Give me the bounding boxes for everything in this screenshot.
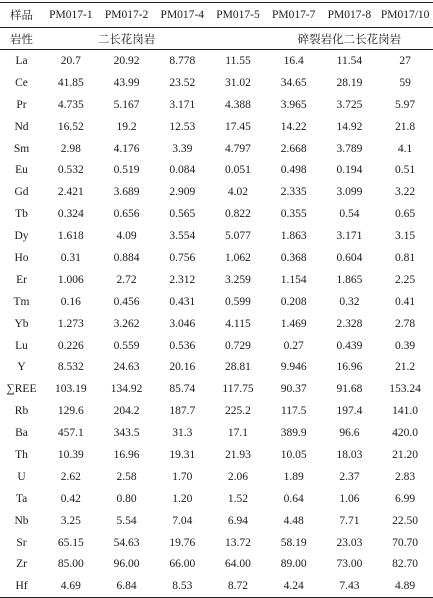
table-cell: 6.99	[395, 492, 416, 505]
table-cell: 18.03	[336, 448, 363, 461]
table-cell: 7.71	[339, 514, 360, 527]
table-cell: 31.02	[225, 76, 251, 89]
table-body	[0, 50, 433, 598]
table-cell: 4.176	[113, 142, 140, 155]
table-row	[0, 575, 433, 597]
table-cell: 10.39	[57, 448, 84, 461]
element-label: Ce	[15, 76, 28, 89]
table-cell: 96.00	[113, 558, 140, 571]
element-label: Th	[15, 448, 28, 461]
table-cell: 64.00	[225, 558, 251, 571]
table-cell: 0.81	[395, 251, 416, 264]
table-cell: 21.93	[225, 448, 251, 461]
table-cell: 225.2	[225, 405, 251, 418]
table-cell: 0.498	[280, 164, 307, 177]
table-cell: 0.565	[169, 208, 196, 221]
column-header: PM017-2	[99, 3, 155, 28]
table-cell: 1.154	[280, 273, 307, 286]
table-cell: 1.006	[57, 273, 84, 286]
table-cell: 5.167	[113, 98, 140, 111]
table-cell: 16.4	[283, 54, 304, 67]
table-cell: 3.259	[225, 273, 251, 286]
table-cell: 6.94	[227, 514, 249, 527]
table-row	[0, 50, 433, 72]
table-cell: 3.171	[169, 98, 196, 111]
lithology-left: 二长花岗岩	[43, 28, 210, 50]
table-cell: 4.02	[227, 186, 249, 199]
table-cell: 85.00	[57, 558, 84, 571]
table-row	[0, 203, 433, 225]
table-cell: 1.52	[227, 492, 249, 505]
table-cell: 12.53	[169, 120, 196, 133]
table-cell: 14.92	[336, 120, 363, 133]
table-cell: 21.2	[395, 361, 416, 374]
table-row	[0, 532, 433, 554]
table-cell: 11.55	[225, 54, 251, 67]
table-cell: 1.469	[280, 317, 307, 330]
element-label: Tm	[13, 295, 30, 308]
table-cell: 0.41	[395, 295, 416, 308]
table-row	[0, 356, 433, 378]
table-cell: 16.96	[336, 361, 363, 374]
table-row	[0, 313, 433, 335]
column-header: PM017-7	[266, 3, 322, 28]
table-cell: 70.70	[392, 536, 419, 549]
table-row	[0, 138, 433, 160]
table-cell: 1.865	[336, 273, 363, 286]
table-cell: 3.965	[280, 98, 307, 111]
table-cell: 0.31	[60, 251, 81, 264]
table-cell: 0.051	[225, 164, 251, 177]
table-cell: 0.599	[225, 295, 251, 308]
table-cell: 7.04	[172, 514, 193, 527]
table-cell: 5.54	[116, 514, 137, 527]
table-cell: 1.273	[57, 317, 84, 330]
element-label: Nb	[14, 514, 29, 527]
table-cell: 3.725	[336, 98, 363, 111]
table-cell: 0.822	[225, 208, 251, 221]
table-cell: 420.0	[392, 427, 419, 440]
table-cell: 22.50	[392, 514, 419, 527]
column-header: PM017-4	[154, 3, 210, 28]
table-cell: 1.618	[57, 230, 84, 243]
table-cell: 3.15	[395, 230, 416, 243]
header-row-samples	[0, 3, 433, 28]
table-row	[0, 488, 433, 510]
table-cell: 3.262	[113, 317, 140, 330]
table-row	[0, 225, 433, 247]
table-cell: 3.171	[336, 230, 363, 243]
element-label: Yb	[14, 317, 29, 330]
table-cell: 4.388	[225, 98, 251, 111]
element-label: Zr	[16, 558, 27, 571]
element-label: Dy	[14, 230, 29, 243]
table-cell: 0.16	[60, 295, 81, 308]
table-cell: 2.58	[116, 470, 137, 483]
table-cell: 3.25	[60, 514, 81, 527]
table-row	[0, 510, 433, 532]
table-cell: 34.65	[280, 76, 307, 89]
table-cell: 117.75	[222, 383, 254, 396]
table-cell: 13.72	[225, 536, 251, 549]
table-cell: 65.15	[57, 536, 84, 549]
table-cell: 27	[399, 54, 411, 67]
table-cell: 0.729	[225, 339, 251, 352]
table-cell: 0.431	[169, 295, 196, 308]
table-row	[0, 444, 433, 466]
table-cell: 1.20	[172, 492, 193, 505]
table-row	[0, 269, 433, 291]
column-header: PM017-8	[322, 3, 378, 28]
table-cell: 1.89	[283, 470, 304, 483]
table-cell: 20.92	[113, 54, 140, 67]
table-cell: 24.63	[113, 361, 140, 374]
table-cell: 0.32	[339, 295, 360, 308]
table-cell: 9.946	[280, 361, 307, 374]
element-label: Rb	[14, 405, 29, 418]
table-cell: 0.604	[336, 251, 363, 264]
table-cell: 2.37	[339, 470, 360, 483]
table-cell: 0.456	[113, 295, 140, 308]
table-cell: 43.99	[113, 76, 140, 89]
element-label: Gd	[14, 186, 29, 199]
element-label: ∑REE	[6, 383, 37, 396]
table-cell: 23.52	[169, 76, 196, 89]
element-label: Hf	[0, 575, 43, 597]
table-row	[0, 247, 433, 269]
table-row	[0, 291, 433, 313]
table-row	[0, 181, 433, 203]
lithology-label: 岩性	[0, 28, 43, 50]
table-cell: 0.64	[283, 492, 304, 505]
table-cell: 0.368	[280, 251, 307, 264]
table-row	[0, 94, 433, 116]
table-cell: 1.06	[339, 492, 360, 505]
table-cell: 0.39	[395, 339, 416, 352]
table-cell: 103.19	[55, 383, 87, 396]
table-cell: 0.559	[113, 339, 140, 352]
table-cell: 4.09	[116, 230, 137, 243]
table-cell: 4.69	[43, 575, 99, 597]
table-cell: 2.78	[395, 317, 416, 330]
table-row	[0, 335, 433, 357]
element-label: U	[17, 470, 26, 483]
column-header: PM017-1	[43, 3, 99, 28]
table-cell: 197.4	[336, 405, 363, 418]
table-cell: 0.27	[283, 339, 304, 352]
element-label: Lu	[15, 339, 28, 352]
table-cell: 16.96	[113, 448, 140, 461]
table-row	[0, 466, 433, 488]
element-label: Sr	[16, 536, 27, 549]
table-cell: 90.37	[280, 383, 307, 396]
table-cell: 0.439	[336, 339, 363, 352]
table-cell: 2.83	[395, 470, 416, 483]
table-cell: 3.689	[113, 186, 140, 199]
element-label: Y	[17, 361, 26, 374]
table-cell: 85.74	[169, 383, 196, 396]
table-cell: 0.519	[113, 164, 140, 177]
corner-label: 样品	[0, 3, 43, 28]
table-cell: 4.89	[377, 575, 433, 597]
table-cell: 8.532	[57, 361, 84, 374]
column-header: PM017-5	[210, 3, 266, 28]
table-cell: 17.45	[225, 120, 251, 133]
table-cell: 204.2	[113, 405, 140, 418]
table-cell: 343.5	[113, 427, 140, 440]
table-cell: 1.863	[280, 230, 307, 243]
table-cell: 91.68	[336, 383, 363, 396]
table-cell: 1.062	[225, 251, 251, 264]
element-label: Ba	[15, 427, 28, 440]
table-cell: 2.668	[280, 142, 307, 155]
element-label: Nd	[14, 120, 29, 133]
table-cell: 31.3	[172, 427, 193, 440]
table-cell: 6.84	[99, 575, 155, 597]
element-label: Sm	[13, 142, 30, 155]
table-cell: 4.1	[397, 142, 413, 155]
table-cell: 19.2	[116, 120, 137, 133]
table-cell: 0.656	[113, 208, 140, 221]
table-cell: 21.8	[395, 120, 416, 133]
element-label: Tb	[15, 208, 28, 221]
table-cell: 0.536	[169, 339, 196, 352]
table-cell: 66.00	[169, 558, 196, 571]
table-cell: 17.1	[227, 427, 249, 440]
table-cell: 2.335	[280, 186, 307, 199]
table-cell: 389.9	[280, 427, 307, 440]
table-row	[0, 116, 433, 138]
table-cell: 141.0	[392, 405, 419, 418]
table-cell: 96.6	[339, 427, 360, 440]
table-cell: 457.1	[57, 427, 84, 440]
table-cell: 5.077	[225, 230, 251, 243]
table-cell: 54.63	[113, 536, 140, 549]
table-cell: 2.06	[227, 470, 249, 483]
table-row	[0, 422, 433, 444]
table-cell: 82.70	[392, 558, 419, 571]
table-cell: 16.52	[57, 120, 84, 133]
table-cell: 5.97	[395, 98, 416, 111]
table-cell: 21.20	[392, 448, 419, 461]
table-cell: 1.70	[172, 470, 193, 483]
table-cell: 3.046	[169, 317, 196, 330]
table-cell: 0.324	[57, 208, 84, 221]
table-cell: 0.54	[339, 208, 360, 221]
table-cell: 2.25	[395, 273, 416, 286]
table-cell: 153.24	[389, 383, 421, 396]
table-cell: 3.789	[336, 142, 363, 155]
table-cell: 4.24	[266, 575, 322, 597]
table-cell: 2.909	[169, 186, 196, 199]
table-row	[0, 159, 433, 181]
table-cell: 4.797	[225, 142, 251, 155]
table-cell: 3.099	[336, 186, 363, 199]
table-cell: 8.72	[210, 575, 266, 597]
table-cell: 0.756	[169, 251, 196, 264]
lithology-right: 碎裂岩化二长花岗岩	[266, 28, 433, 50]
table-cell: 0.208	[280, 295, 307, 308]
table-cell: 2.72	[116, 273, 137, 286]
table-cell: 23.03	[336, 536, 363, 549]
element-label: Er	[16, 273, 27, 286]
table-cell: 0.884	[113, 251, 140, 264]
table-row	[0, 72, 433, 94]
element-label: Ta	[15, 492, 28, 505]
table-cell: 28.81	[225, 361, 251, 374]
table-cell: 3.39	[172, 142, 193, 155]
table-cell: 73.00	[336, 558, 363, 571]
table-cell: 0.532	[57, 164, 84, 177]
table-cell: 4.735	[57, 98, 84, 111]
table-cell: 0.084	[169, 164, 196, 177]
table-cell: 89.00	[280, 558, 307, 571]
table-cell: 7.43	[322, 575, 378, 597]
table-cell: 10.05	[280, 448, 307, 461]
table-cell: 0.51	[395, 164, 416, 177]
table-cell: 0.226	[57, 339, 84, 352]
table-cell: 0.355	[280, 208, 307, 221]
column-header: PM017/10	[377, 3, 433, 28]
table-cell: 117.5	[280, 405, 307, 418]
table-cell: 4.115	[225, 317, 251, 330]
table-cell: 134.92	[110, 383, 143, 396]
table-cell: 3.22	[395, 186, 416, 199]
table-cell: 2.98	[60, 142, 81, 155]
geochemistry-table	[0, 2, 433, 598]
table-cell: 2.312	[169, 273, 196, 286]
element-label: Ho	[14, 251, 29, 264]
element-label: La	[15, 54, 28, 67]
table-cell: 2.421	[57, 186, 84, 199]
element-label: Pr	[16, 98, 27, 111]
table-row	[0, 400, 433, 422]
table-cell: 28.19	[336, 76, 363, 89]
table-cell: 0.194	[336, 164, 363, 177]
table-cell: 41.85	[57, 76, 84, 89]
table-cell: 2.62	[60, 470, 81, 483]
table-cell: 8.778	[169, 54, 196, 67]
element-label: Eu	[15, 164, 28, 177]
header-row-lithology	[0, 28, 433, 50]
table-cell: 0.42	[60, 492, 81, 505]
table-cell: 14.22	[280, 120, 307, 133]
table-cell: 8.53	[154, 575, 210, 597]
table-cell: 187.7	[169, 405, 196, 418]
table-cell: 3.554	[169, 230, 196, 243]
table-cell: 19.31	[169, 448, 196, 461]
table-cell: 129.6	[57, 405, 84, 418]
table-cell: 59	[399, 76, 411, 89]
table-cell: 58.19	[280, 536, 307, 549]
table-cell: 20.7	[60, 54, 81, 67]
table-cell: 0.80	[116, 492, 137, 505]
table-row	[0, 378, 433, 400]
table-cell: 19.76	[169, 536, 196, 549]
table-cell: 11.54	[336, 54, 363, 67]
table-cell: 2.328	[336, 317, 363, 330]
table-cell: 4.48	[283, 514, 304, 527]
table-cell: 0.65	[395, 208, 416, 221]
table-cell: 20.16	[169, 361, 196, 374]
